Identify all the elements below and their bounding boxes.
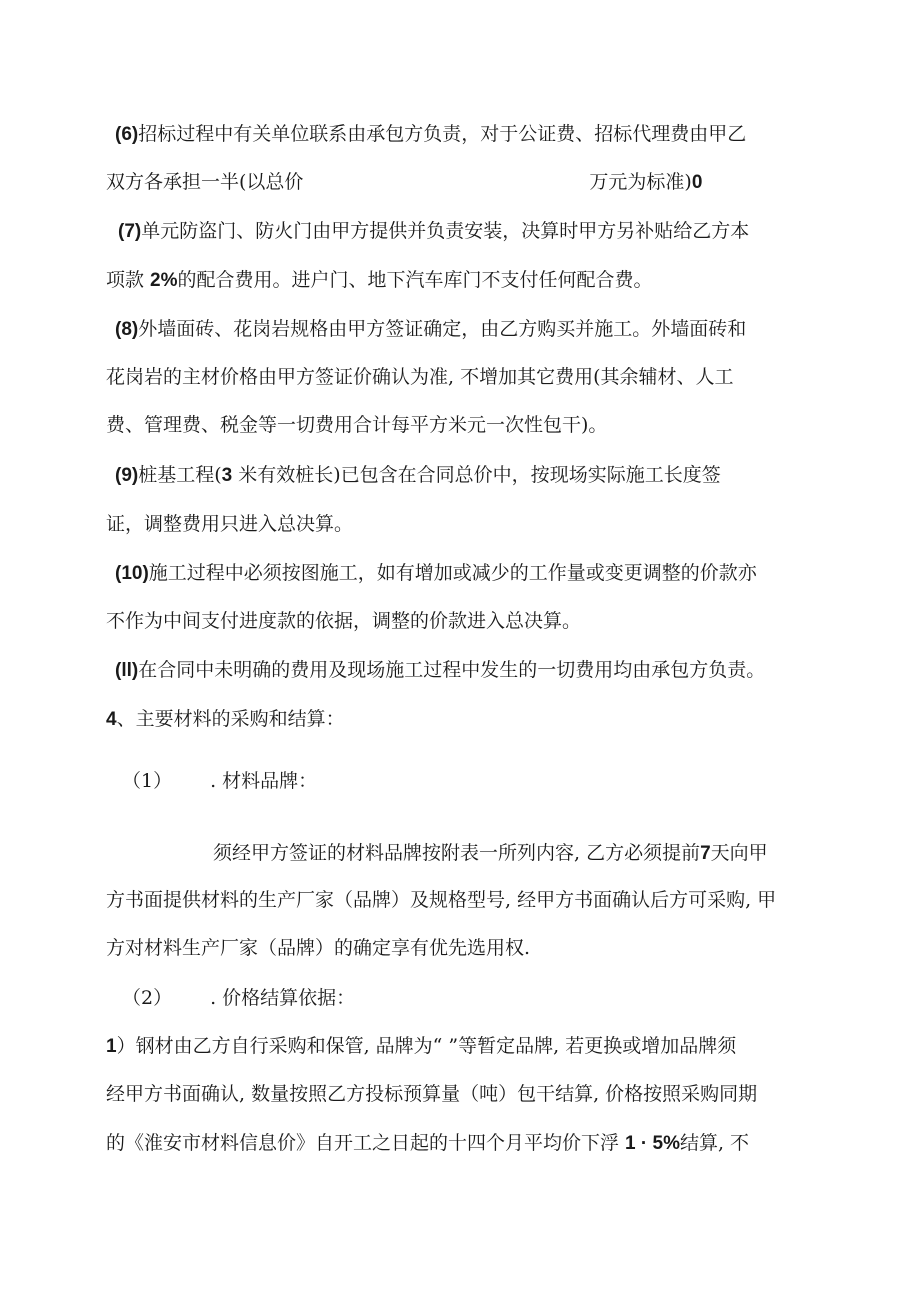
- clause-9-line-1: [115, 462, 721, 489]
- clause-text: 桩基工程(: [138, 464, 222, 486]
- clause-9-line-2: [106, 511, 353, 537]
- clause-number: (7): [118, 221, 142, 242]
- clause-text: 万元为标准): [589, 171, 692, 193]
- clause-text: 单元防盗门、防火门由甲方提供并负责安装，决算时甲方另补贴给乙方本: [141, 220, 750, 242]
- clause-number: 0: [691, 172, 703, 193]
- clause-number: (10): [115, 563, 149, 584]
- pile-length-value: 3: [221, 465, 233, 486]
- section-4-heading: [106, 706, 345, 733]
- subsection-title: . 材料品牌：: [210, 770, 318, 792]
- paragraph-materials-line-3: [106, 935, 530, 961]
- clause-text: 费、管理费、税金等一切费用合计每平方米元一次性包干)。: [106, 414, 608, 436]
- clause-8-line-3: [106, 412, 607, 438]
- clause-10-line-2: [106, 608, 581, 634]
- subsection-1-heading: [122, 768, 317, 794]
- item-number: 1: [106, 1036, 117, 1057]
- subsection-2-heading: [122, 985, 355, 1011]
- item-1-line-2: [106, 1081, 757, 1107]
- clause-8-line-2: [106, 364, 734, 390]
- paragraph-materials-line-1: [213, 840, 768, 867]
- clause-text: 证，调整费用只进入总决算。: [106, 513, 354, 535]
- item-text: 结算, 不: [679, 1132, 750, 1154]
- clause-text: 外墙面砖、花岗岩规格由甲方签证确定，由乙方购买并施工。外墙面砖和: [138, 318, 747, 340]
- clause-10-line-1: [115, 560, 757, 587]
- paragraph-text: 方对材料生产厂家（品牌）的确定享有优先选用权.: [106, 937, 531, 959]
- clause-text: 在合同中未明确的费用及现场施工过程中发生的一切费用均由承包方负责。: [138, 659, 766, 681]
- clause-text: 的配合费用。进户门、地下汽车库门不支付任何配合费。: [177, 269, 653, 291]
- subsection-title: . 价格结算依据：: [210, 987, 356, 1009]
- clause-7-line-1: [118, 218, 749, 245]
- discount-value: 1 · 5%: [625, 1133, 680, 1154]
- days-value: 7: [700, 843, 711, 864]
- percent-value: 2%: [150, 270, 178, 291]
- paragraph-text: 方书面提供材料的生产厂家（品牌）及规格型号, 经甲方书面确认后方可采购, 甲: [106, 889, 777, 911]
- clause-8-line-1: [115, 316, 746, 343]
- paragraph-text: 天向甲: [710, 842, 768, 864]
- section-title: 、主要材料的采购和结算：: [116, 708, 345, 730]
- clause-text: 双方各承担一半(以总价: [106, 171, 304, 193]
- clause-number: (6): [115, 124, 139, 145]
- clause-11-line-1: [115, 657, 765, 684]
- subsection-number: （1）: [122, 770, 173, 792]
- clause-text: 不作为中间支付进度款的依据，调整的价款进入总决算。: [106, 610, 582, 632]
- clause-6-line-1: [115, 121, 746, 148]
- subsection-number: （2）: [122, 987, 173, 1009]
- item-1-line-1: [106, 1033, 736, 1060]
- clause-text: 招标过程中有关单位联系由承包方负责，对于公证费、招标代理费由甲乙: [138, 123, 747, 145]
- item-1-line-3: [106, 1130, 749, 1157]
- clause-number: (9): [115, 465, 139, 486]
- paragraph-materials-line-2: [106, 887, 776, 913]
- clause-text: 米有效桩长)已包含在合同总价中，按现场实际施工长度签: [232, 464, 721, 486]
- paragraph-text: 须经甲方签证的材料品牌按附表一所列内容, 乙方必须提前: [213, 842, 701, 864]
- section-number: 4: [106, 709, 117, 730]
- item-text: 的《淮安市材料信息价》自开工之日起的十四个月平均价下浮: [106, 1132, 626, 1154]
- clause-text: 项款: [106, 269, 151, 291]
- item-text: 经甲方书面确认, 数量按照乙方投标预算量（吨）包干结算, 价格按照采购同期: [106, 1083, 758, 1105]
- clause-6-line-2: [106, 169, 702, 196]
- clause-text: 花岗岩的主材价格由甲方签证价确认为准, 不增加其它费用(其余辅材、人工: [106, 366, 734, 388]
- clause-number: (ll): [115, 660, 139, 681]
- clause-7-line-2: [106, 267, 653, 294]
- item-text: ）钢材由乙方自行采购和保管, 品牌为“ ”等暂定品牌, 若更换或增加品牌须: [116, 1035, 737, 1057]
- clause-text: 施工过程中必须按图施工，如有增加或减少的工作量或变更调整的价款亦: [148, 562, 757, 584]
- clause-number: (8): [115, 319, 139, 340]
